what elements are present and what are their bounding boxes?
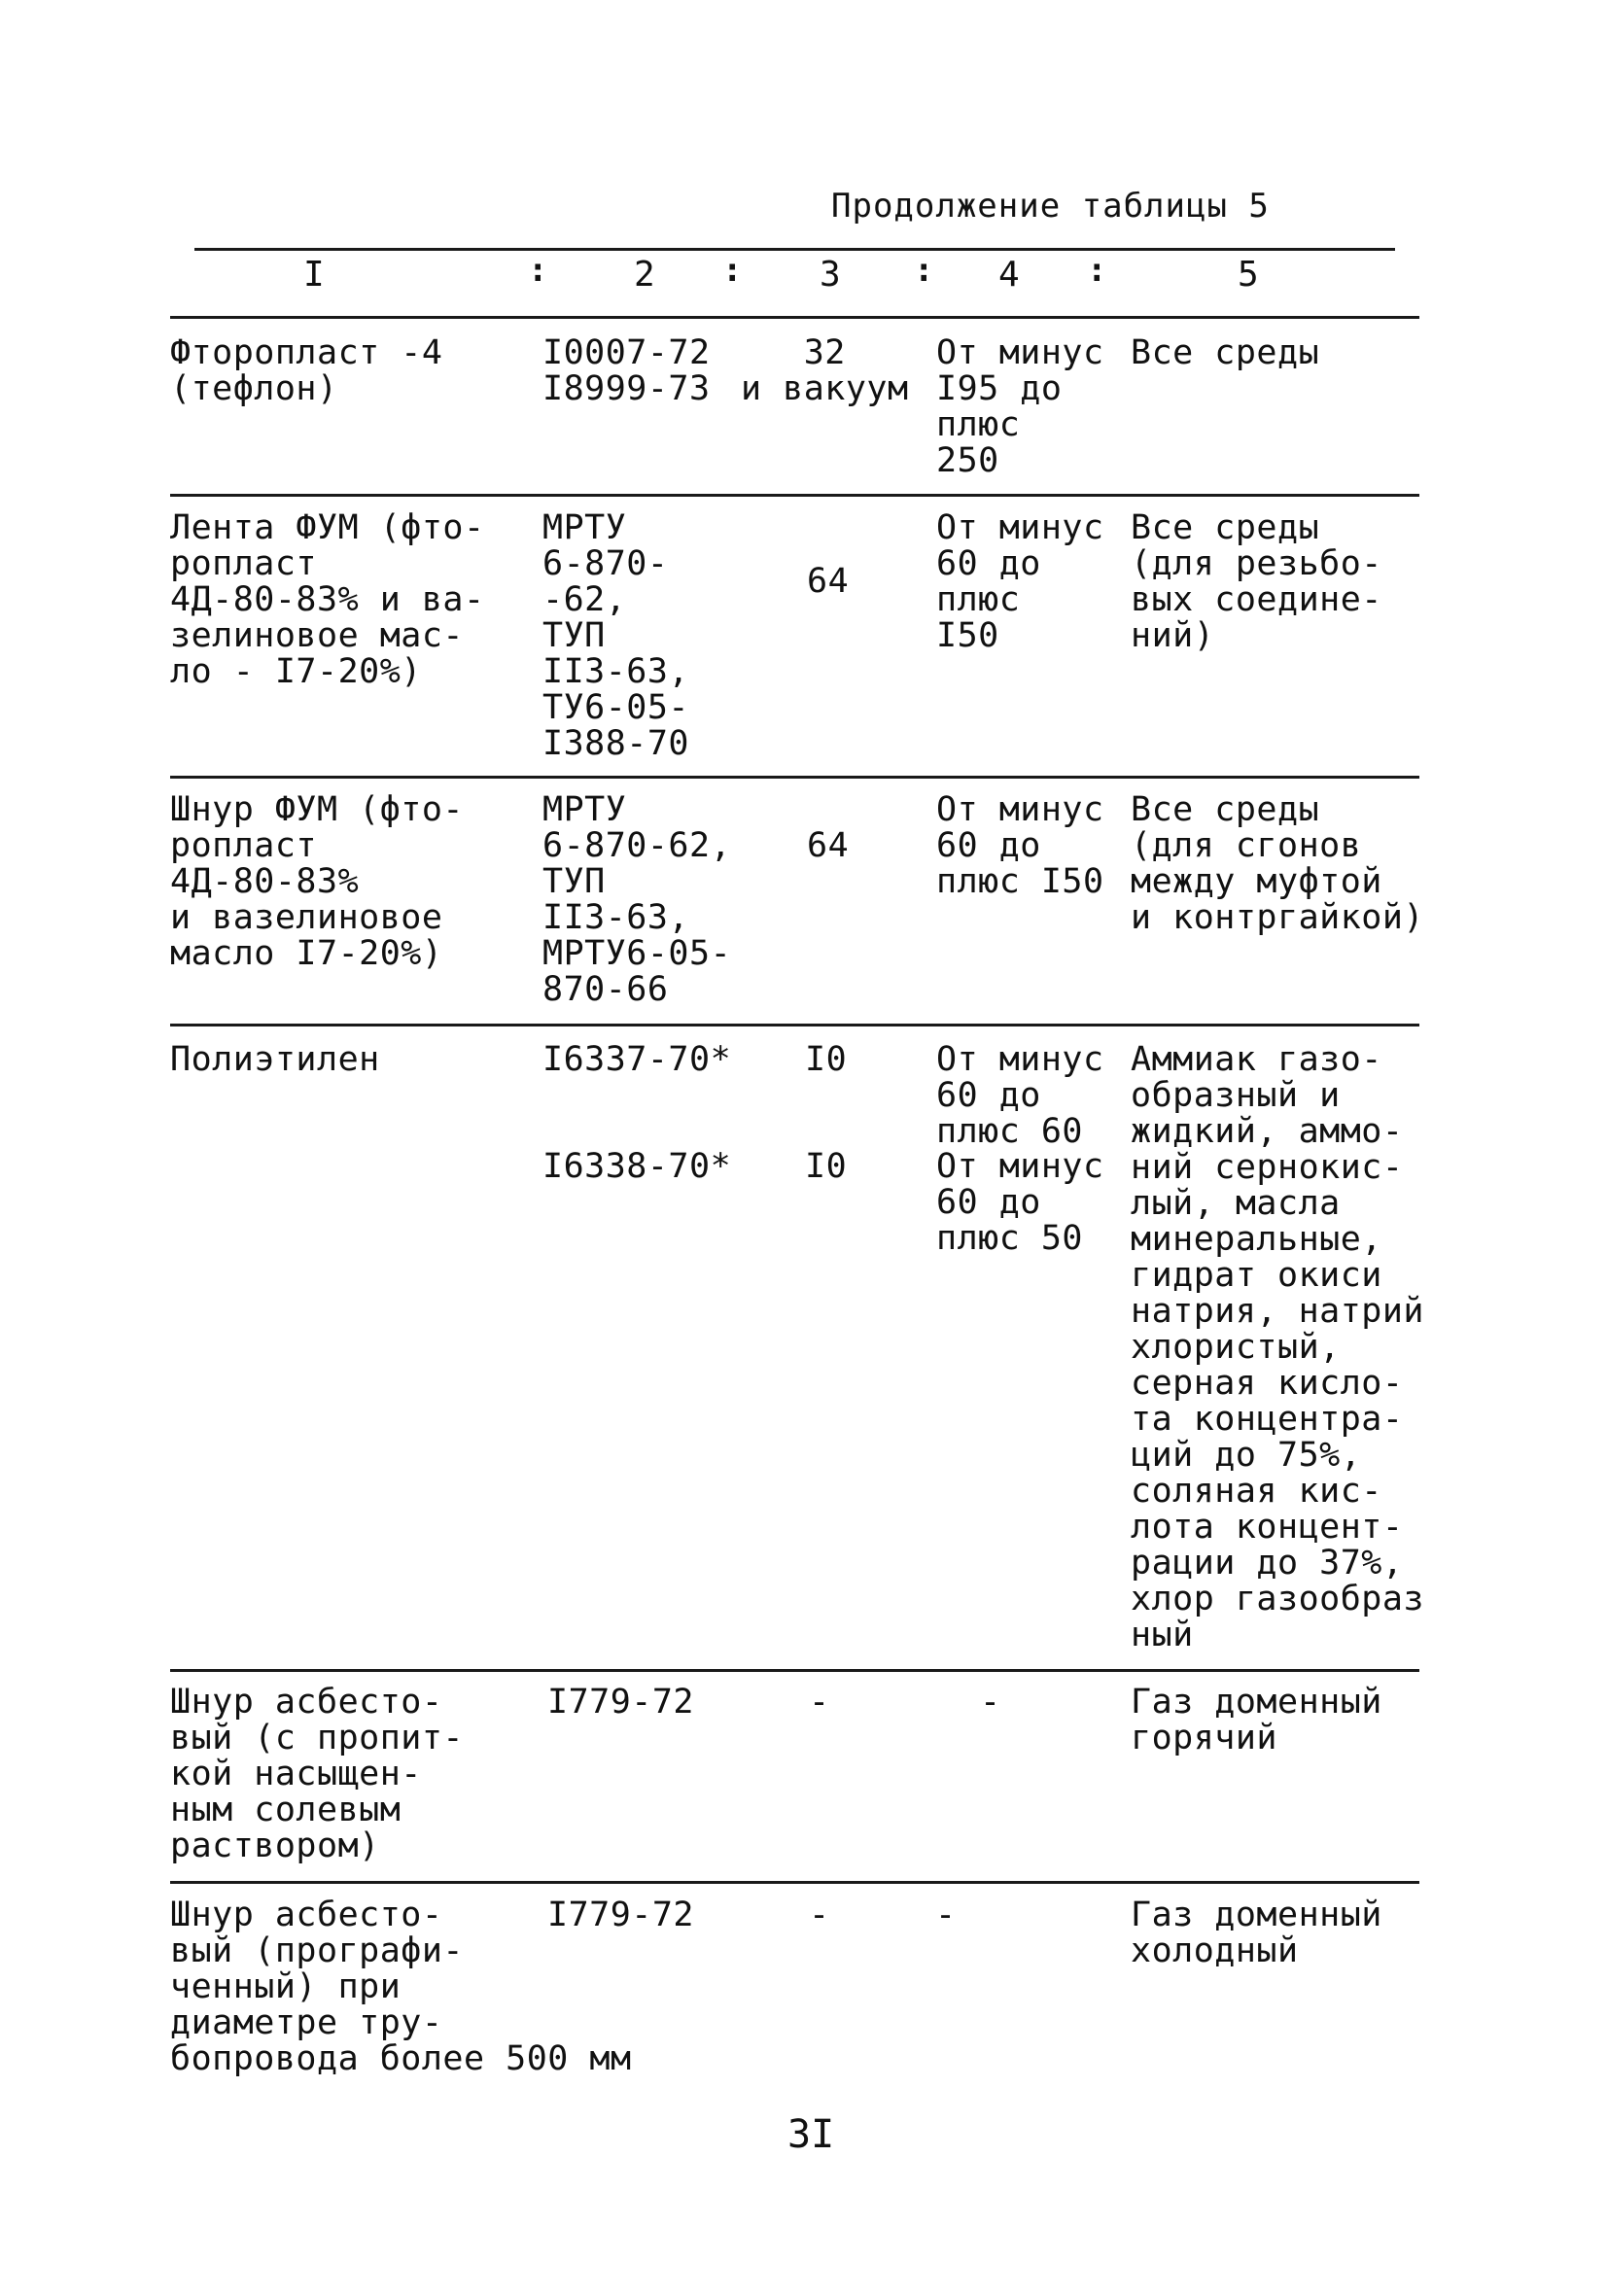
row-divider (170, 776, 1419, 779)
row-5-temperature: - (980, 1683, 1001, 1722)
table-caption: Продолжение таблицы 5 (831, 187, 1270, 226)
row-4-standard-b: I6338-70* (542, 1147, 732, 1186)
header-bottom-rule (170, 316, 1419, 319)
row-6-standard: I779-72 (547, 1896, 695, 1934)
row-2-media: Все среды (для резьбо- вых соедине- ний) (1131, 508, 1382, 655)
row-3-standard: МРТУ 6-870-62, ТУП II3-63, МРТУ6-05- 870-66 (542, 790, 732, 1009)
row-2-temperature: От минус 60 до плюс I50 (936, 508, 1104, 655)
row-divider (170, 1024, 1419, 1026)
row-1-temperature: От минус I95 до плюс 250 (936, 333, 1104, 480)
row-divider (170, 1669, 1419, 1672)
row-4-standard-a: I6337-70* (542, 1040, 732, 1079)
row-5-standard: I779-72 (547, 1683, 695, 1722)
column-separator: : (914, 251, 934, 290)
row-3-pressure: 64 (807, 826, 850, 865)
row-1-pressure: 32 и вакуум (741, 333, 909, 408)
row-6-temperature: - (935, 1896, 957, 1934)
column-header-2: 2 (634, 255, 655, 295)
header-top-rule (194, 248, 1395, 251)
row-5-media: Газ доменный горячий (1131, 1683, 1382, 1757)
row-1-media: Все среды (1131, 333, 1320, 372)
row-4-temperature-a: От минус 60 до плюс 60 (936, 1040, 1104, 1151)
row-divider (170, 1881, 1419, 1884)
row-5-pressure: - (809, 1683, 830, 1722)
row-5-material: Шнур асбесто- вый (с пропит- кой насыщен- ным солевым раствором) (170, 1683, 465, 1865)
row-3-media: Все среды (для сгонов между муфтой и контргайкой) (1131, 790, 1425, 937)
row-4-material: Полиэтилен (170, 1040, 380, 1079)
column-header-1: I (303, 255, 325, 295)
row-2-pressure: 64 (807, 562, 850, 601)
row-2-standard: МРТУ 6-870- -62, ТУП II3-63, ТУ6-05- I388-70 (542, 508, 690, 763)
row-1-standard: I0007-72 I8999-73 (542, 333, 711, 408)
row-3-temperature: От минус 60 до плюс I50 (936, 790, 1104, 901)
row-1-material: Фторопласт -4 (тефлон) (170, 333, 443, 408)
page-number: 3I (787, 2112, 835, 2157)
row-4-temperature-b: От минус 60 до плюс 50 (936, 1147, 1104, 1258)
column-header-4: 4 (998, 255, 1020, 295)
row-4-pressure-b: I0 (805, 1147, 848, 1186)
row-6-material: Шнур асбесто- вый (прографи- ченный) при диаметре тру- бопровода более 500 мм (170, 1896, 632, 2078)
column-separator: : (528, 251, 548, 290)
row-divider (170, 494, 1419, 497)
column-header-3: 3 (820, 255, 841, 295)
row-4-media: Аммиак газо- образный и жидкий, аммо- ний сернокис- лый, масла минеральные, гидрат окиси натрия, натрий хлористый, серная кисло- та концентра- ций до 75%, соляная кис- лота концент- рации до 37%, хлор газообраз ный (1131, 1040, 1425, 1654)
row-2-material: Лента ФУМ (фто- ропласт 4Д-80-83% и ва- зелиновое мас- ло - I7-20%) (170, 508, 485, 691)
row-3-material: Шнур ФУМ (фто- ропласт 4Д-80-83% и вазелиновое масло I7-20%) (170, 790, 465, 973)
column-header-5: 5 (1238, 255, 1259, 295)
row-4-pressure-a: I0 (805, 1040, 848, 1079)
column-separator: : (1087, 251, 1107, 290)
row-6-media: Газ доменный холодный (1131, 1896, 1382, 1970)
row-6-pressure: - (809, 1896, 830, 1934)
column-separator: : (722, 251, 743, 290)
